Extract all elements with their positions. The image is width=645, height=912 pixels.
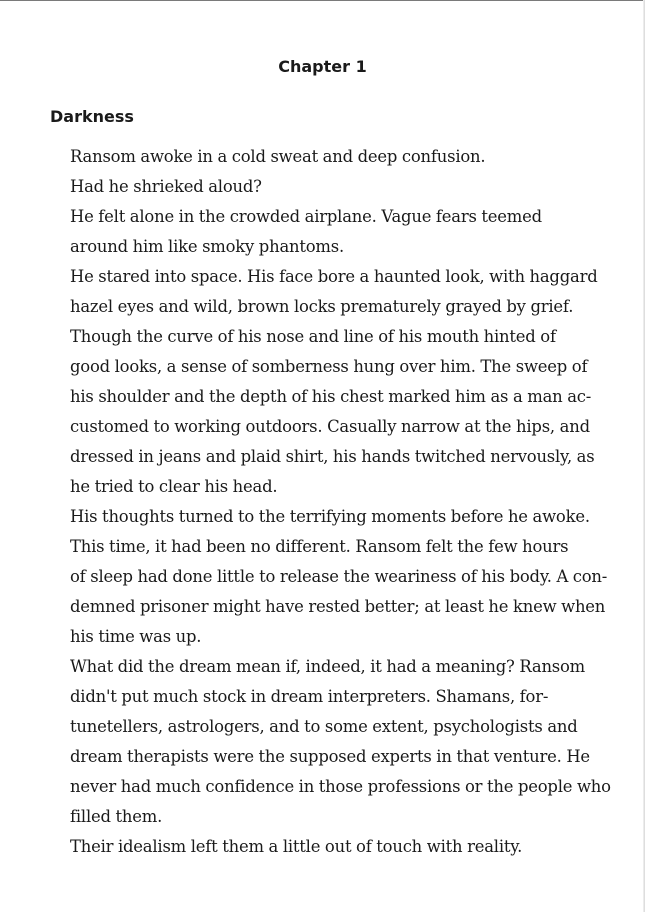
- text-line: filled them.: [70, 807, 163, 826]
- paragraph: [50, 832, 595, 862]
- text-line: hazel eyes and wild, brown locks prematurely grayed by grief.: [70, 297, 574, 316]
- text-line: never had much confidence in those professions or the people who: [70, 777, 611, 796]
- text-line: He felt alone in the crowded airplane. Vague fears teemed: [70, 207, 542, 226]
- text-line: good looks, a sense of somberness hung over him. The sweep of: [70, 357, 588, 376]
- page-top-border: [0, 0, 645, 1]
- text-line: He stared into space. His face bore a haunted look, with haggard: [70, 267, 598, 286]
- paragraph: [50, 502, 595, 532]
- paragraph: [50, 262, 598, 502]
- text-line: dream therapists were the supposed experts in that venture. He: [70, 747, 590, 766]
- paragraph: [50, 172, 595, 202]
- paragraph: [50, 202, 595, 262]
- text-line: of sleep had done little to release the weariness of his body. A con-: [70, 567, 608, 586]
- text-line: Had he shrieked aloud?: [70, 177, 262, 196]
- section-heading: Darkness: [50, 107, 134, 126]
- text-line: didn't put much stock in dream interpreters. Shamans, for-: [70, 687, 549, 706]
- text-line: around him like smoky phantoms.: [70, 237, 344, 256]
- paragraph: [50, 142, 595, 172]
- book-page: [50, 52, 611, 862]
- text-line: Their idealism left them a little out of touch with reality.: [70, 837, 523, 856]
- text-line: he tried to clear his head.: [70, 477, 278, 496]
- text-line: His thoughts turned to the terrifying moments before he awoke.: [70, 507, 590, 526]
- text-line: his time was up.: [70, 627, 202, 646]
- text-line: This time, it had been no different. Ransom felt the few hours: [70, 537, 569, 556]
- text-line: customed to working outdoors. Casually narrow at the hips, and: [70, 417, 590, 436]
- paragraph: [50, 652, 611, 832]
- chapter-title: Chapter 1: [278, 57, 367, 76]
- text-line: dressed in jeans and plaid shirt, his hands twitched nervously, as: [70, 447, 595, 466]
- text-line: his shoulder and the depth of his chest marked him as a man ac-: [70, 387, 592, 406]
- text-line: demned prisoner might have rested better; at least he knew when: [70, 597, 606, 616]
- text-line: Though the curve of his nose and line of his mouth hinted of: [70, 327, 556, 346]
- text-line: tunetellers, astrologers, and to some extent, psychologists and: [70, 717, 578, 736]
- text-line: What did the dream mean if, indeed, it had a meaning? Ransom: [70, 657, 586, 676]
- text-line: Ransom awoke in a cold sweat and deep confusion.: [70, 147, 486, 166]
- chapter-body: [50, 142, 611, 862]
- paragraph: [50, 532, 608, 652]
